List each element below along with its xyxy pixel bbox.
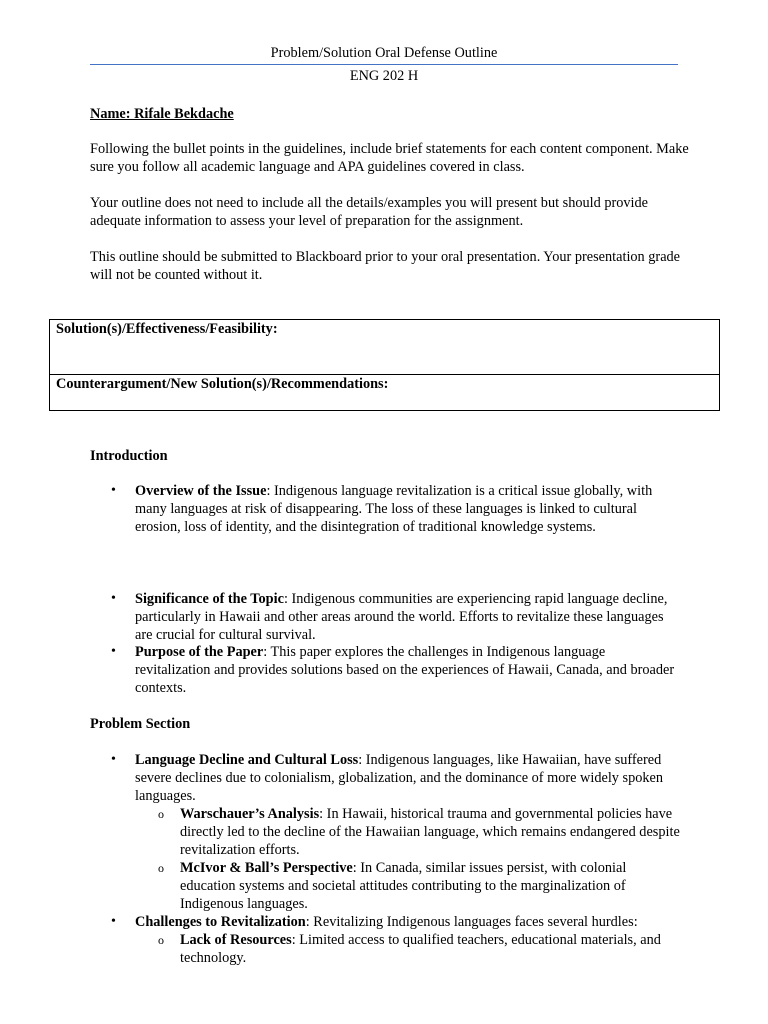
bullet-text: : Indigenous language revitalization is a critical issue globally, with many languages at risk of disappearing. The loss of these languages is linked to cultural erosion, loss of identity, and the disintegration of traditional knowledge systems. bbox=[135, 483, 653, 535]
bullet-marker: • bbox=[111, 752, 116, 767]
bullet-text: : Indigenous communities are experiencing rapid language decline, particularly in Hawaii and other areas around the world. Efforts to revitalize these languages are crucial for cultural survival. bbox=[135, 591, 668, 643]
header-rule bbox=[90, 64, 678, 65]
list-item bbox=[111, 590, 680, 644]
list-item bbox=[111, 751, 680, 805]
sub-bullet-marker: o bbox=[158, 933, 164, 947]
sub-bullet-marker: o bbox=[158, 807, 164, 821]
bullet-text: : Indigenous languages, like Hawaiian, have suffered severe declines due to colonialism, globalization, and the dominance of more widely spoken languages. bbox=[135, 752, 664, 804]
bullet-text: : This paper explores the challenges in Indigenous language revitalization and provides solutions based on the experiences of Hawaii, Canada, and broader contexts. bbox=[135, 644, 675, 696]
instruction-paragraph-1: Following the bullet points in the guidelines, include brief statements for each content component. Make sure you follow all academic language and APA guidelines covered in class. bbox=[90, 141, 689, 175]
list-item bbox=[158, 805, 680, 859]
list-item bbox=[158, 931, 680, 967]
sub-bullet-text: : In Canada, similar issues persist, with colonial education systems and societal attitudes contributing to the marginalization of Indigenous languages. bbox=[180, 860, 627, 912]
introduction-heading: Introduction bbox=[90, 448, 168, 464]
bullet-label: Purpose of the Paper bbox=[135, 644, 264, 660]
bullet-marker: • bbox=[111, 591, 116, 606]
problem-section-heading: Problem Section bbox=[90, 716, 191, 732]
bullet-label: Overview of the Issue bbox=[135, 483, 267, 499]
table-row bbox=[50, 320, 719, 375]
list-item bbox=[111, 482, 680, 536]
sub-bullet-text: : Limited access to qualified teachers, educational materials, and technology. bbox=[180, 932, 661, 966]
solution-label: Solution(s)/Effectiveness/Feasibility: bbox=[56, 321, 278, 337]
instruction-paragraph-3: This outline should be submitted to Blackboard prior to your oral presentation. Your presentation grade will not be counted without it. bbox=[90, 249, 681, 283]
sub-bullet-label: McIvor & Ball’s Perspective bbox=[180, 860, 353, 876]
bullet-label: Language Decline and Cultural Loss bbox=[135, 752, 359, 768]
sub-bullet-text: : In Hawaii, historical trauma and governmental policies have directly led to the decline of the Hawaiian language, which remains endangered despite revitalization efforts. bbox=[180, 806, 680, 858]
student-name: Name: Rifale Bekdache bbox=[90, 106, 234, 122]
sub-bullet-marker: o bbox=[158, 861, 164, 875]
document-title: Problem/Solution Oral Defense Outline bbox=[270, 45, 498, 61]
bullet-marker: • bbox=[111, 644, 116, 659]
list-item bbox=[111, 913, 680, 931]
bullet-marker: • bbox=[111, 914, 116, 929]
sub-bullet-label: Warschauer’s Analysis bbox=[180, 806, 320, 822]
instruction-paragraph-2: Your outline does not need to include all the details/examples you will present but should provide adequate information to assess your level of preparation for the assignment. bbox=[90, 195, 649, 229]
counterargument-label: Counterargument/New Solution(s)/Recommendations: bbox=[56, 376, 389, 392]
bullet-marker: • bbox=[111, 483, 116, 498]
bullet-text: : Revitalizing Indigenous languages faces several hurdles: bbox=[305, 914, 638, 930]
sub-bullet-label: Lack of Resources bbox=[180, 932, 292, 948]
outline-table bbox=[49, 319, 720, 411]
course-code: ENG 202 H bbox=[349, 68, 419, 84]
list-item bbox=[158, 859, 680, 913]
table-row bbox=[50, 375, 719, 410]
bullet-label: Significance of the Topic bbox=[135, 591, 284, 607]
list-item bbox=[111, 643, 680, 697]
bullet-label: Challenges to Revitalization bbox=[135, 914, 306, 930]
